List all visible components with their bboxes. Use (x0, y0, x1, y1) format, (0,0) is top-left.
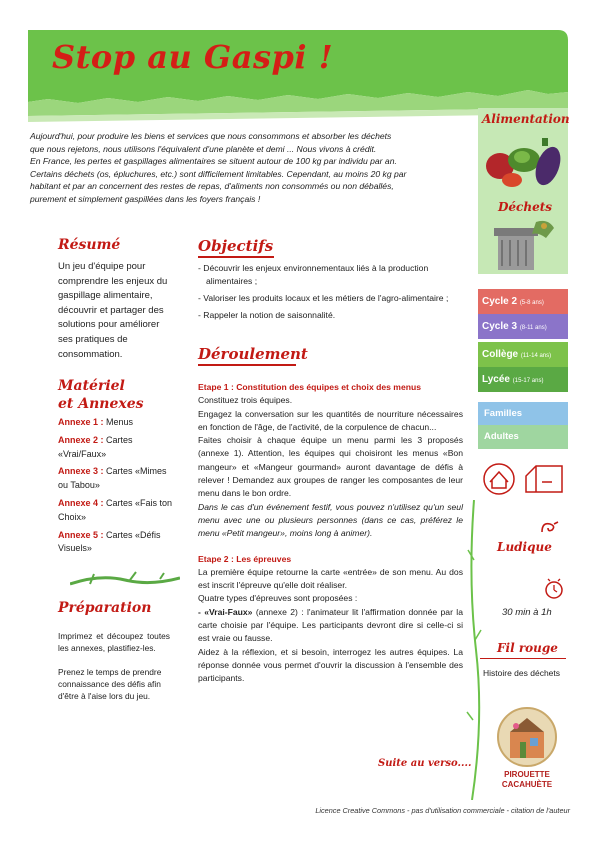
deroulement-heading: Déroulement (198, 345, 308, 363)
clock-icon (544, 578, 564, 600)
vegetables-icon (482, 130, 564, 190)
materiel-heading-line1: Matériel (58, 378, 125, 394)
category-alimentation (478, 108, 568, 194)
preparation-text (58, 630, 170, 714)
step1-p2: Engagez la conversation sur les quantités de nourriture nécessaires en fonction de l'âge, de l'activité, de la corpulence de chacun... (198, 408, 463, 432)
step2-title: Etape 2 : Les épreuves (198, 553, 292, 564)
annexe-item (58, 529, 176, 557)
logo-line2: CACAHUÈTE (501, 780, 553, 789)
annexe-item (58, 434, 176, 462)
objectifs-heading: Objectifs (198, 237, 274, 255)
annexes-list (58, 416, 176, 560)
step2-p1: La première équipe retourne la carte «entrée» de son menu. Au dos est inscrit l'épreuve qu'elle doit réaliser. (198, 566, 463, 591)
age-sub: (11-14 ans) (520, 353, 552, 359)
outdoor-icon (522, 462, 566, 496)
annexe-text: Cartes «Mimes ou Tabou» (58, 466, 167, 491)
swirl-icon (540, 520, 560, 536)
objectif-line: - Découvrir les enjeux environnementaux liés à la production (198, 263, 429, 273)
annexe-label: Annexe 4 : (58, 497, 104, 508)
objectif-item: - Valoriser les produits locaux et les métiers de l'agro-alimentaire ; (198, 293, 449, 303)
page-title: Stop au Gaspi ! (52, 38, 334, 76)
age-college (478, 342, 568, 367)
age-label: Collège (482, 349, 519, 360)
annexe-text: Cartes «Défis Visuels» (58, 529, 161, 554)
step1-p1: Constituez trois équipes. (198, 395, 293, 406)
materiel-heading-line2: et Annexes (58, 396, 144, 412)
duration: 30 min à 1h (502, 607, 552, 618)
age-sub: (5-8 ans) (519, 300, 544, 306)
pirouette-cacahuete-logo (496, 706, 558, 768)
histoire-des-dechets: Histoire des déchets (483, 668, 561, 678)
step2-p4: Aidez à la réflexion, et si besoin, interrogez les autres équipes. La réponse donnée vous permet d'ouvrir la discussion à l'ensemble des participants. (198, 646, 463, 684)
license-note: Licence Creative Commons - pas d'utilisation commerciale - citation de l'auteur (315, 806, 570, 815)
intro-line: Certains déchets (os, épluchures, etc.) sont difficilement limitables. Cependant, au moins 20 kg par (30, 168, 407, 179)
intro-paragraph (30, 130, 470, 206)
age-label: Cycle 2 (482, 296, 518, 307)
annexe-label: Annexe 5 : (58, 529, 104, 540)
annexe-text: Cartes «Fais ton Choix» (58, 497, 173, 522)
annexe-label: Annexe 1 : (58, 417, 104, 427)
annexe-label: Annexe 3 : (58, 466, 104, 477)
intro-line: habitant et par an concernent des restes de repas, d'aliments non consommés ou non déballés, (30, 181, 394, 192)
intro-line: En France, les pertes et gaspillages alimentaires se situent autour de 100 kg par individu par an. (30, 156, 397, 167)
preparation-heading: Préparation (58, 600, 152, 616)
public-adultes: Adultes (478, 425, 568, 449)
grass-vertical-icon (466, 500, 482, 800)
age-cycle3 (478, 314, 568, 339)
public-familles: Familles (478, 402, 568, 426)
preparation-p1: Imprimez et découpez toutes les annexes, plastifiez-les. (58, 631, 170, 653)
age-sub: (15-17 ans) (512, 378, 544, 384)
step2-p2: Quatre types d'épreuves sont proposées : (198, 593, 358, 604)
objectif-line: alimentaires ; (206, 276, 258, 286)
fil-rouge-heading: Fil rouge (497, 641, 558, 655)
objectifs-underline (198, 256, 274, 258)
annexe-item (58, 416, 176, 430)
resume-heading: Résumé (58, 237, 121, 253)
grass-divider-icon (70, 570, 180, 590)
preparation-p2: Prenez le temps de prendre connaissance des défis afin d'être à l'aise lors du jeu. (58, 667, 162, 701)
objectif-item (198, 262, 463, 288)
intro-line: Aujourd'hui, pour produire les biens et services que nous consommons et absorber les déchets (30, 131, 392, 141)
objectifs-list (198, 262, 463, 326)
annexe-item (58, 497, 176, 525)
age-cycle2 (478, 289, 568, 314)
materiel-heading (58, 377, 144, 413)
objectif-item: - Rappeler la notion de saisonnalité. (198, 310, 336, 320)
suite-au-verso: Suite au verso.... (378, 758, 472, 769)
fil-rouge-underline (480, 658, 566, 659)
annexe-text: Menus (103, 417, 134, 427)
deroulement-underline (198, 364, 296, 366)
intro-line: purement et simplement gaspillées dans les foyers français ! (30, 193, 261, 204)
age-sub: (8-11 ans) (519, 325, 547, 331)
annexe-label: Annexe 2 : (58, 434, 104, 445)
trash-can-icon (488, 218, 560, 272)
step2-p3-text: (annexe 2) : l'animateur lit l'affirmation donnée par la carte choisie par l'équipe. Les participants devront dire si celle-ci si est vraie ou fausse. (198, 606, 463, 644)
resume-text: Un jeu d'équipe pour comprendre les enjeux du gaspillage alimentaire, découvrir et partager des solutions pour améliorer ses pratiques de consommation. (58, 261, 168, 360)
age-lycee (478, 367, 568, 392)
step1-p4: Dans le cas d'un événement festif, vous pouvez n'utilisez qu'un seul menu avec une ou plusieurs personnes (dans ce cas, préférez le menu «Petit mangeur», moins long à animer). (198, 501, 463, 539)
ludique-label: Ludique (497, 540, 552, 554)
category-dechets (478, 194, 568, 274)
step2-p3 (198, 606, 463, 646)
age-label: Cycle 3 (482, 321, 518, 332)
annexe-text: Cartes «Vrai/Faux» (58, 434, 133, 459)
step2-p3-bold: - «Vrai-Faux» (198, 606, 253, 617)
category-label: Déchets (498, 200, 553, 214)
step1-title: Etape 1 : Constitution des équipes et choix des menus (198, 382, 422, 392)
deroulement-body (198, 381, 463, 686)
category-label: Alimentation (482, 112, 570, 126)
step1-p3: Faites choisir à chaque équipe un menu parmi les 3 proposés (annexe 1). Attention, les équipes qui choisiront les menus «Bon mangeur» et «Mangeur gourmand» auront davantage de défis à relever ! Demandez aux groupes de ranger les composantes de leur menu dans le bon ordre. (198, 435, 463, 499)
intro-line: que nous rejetons, nous utilisons l'équivalent d'une planète et demi ... Nous vivons à crédit. (30, 143, 377, 154)
logo-line1: PIROUETTE (504, 770, 550, 779)
indoor-icon (480, 462, 518, 496)
age-label: Lycée (482, 374, 510, 385)
annexe-item (58, 465, 176, 493)
logo-text (492, 770, 562, 790)
